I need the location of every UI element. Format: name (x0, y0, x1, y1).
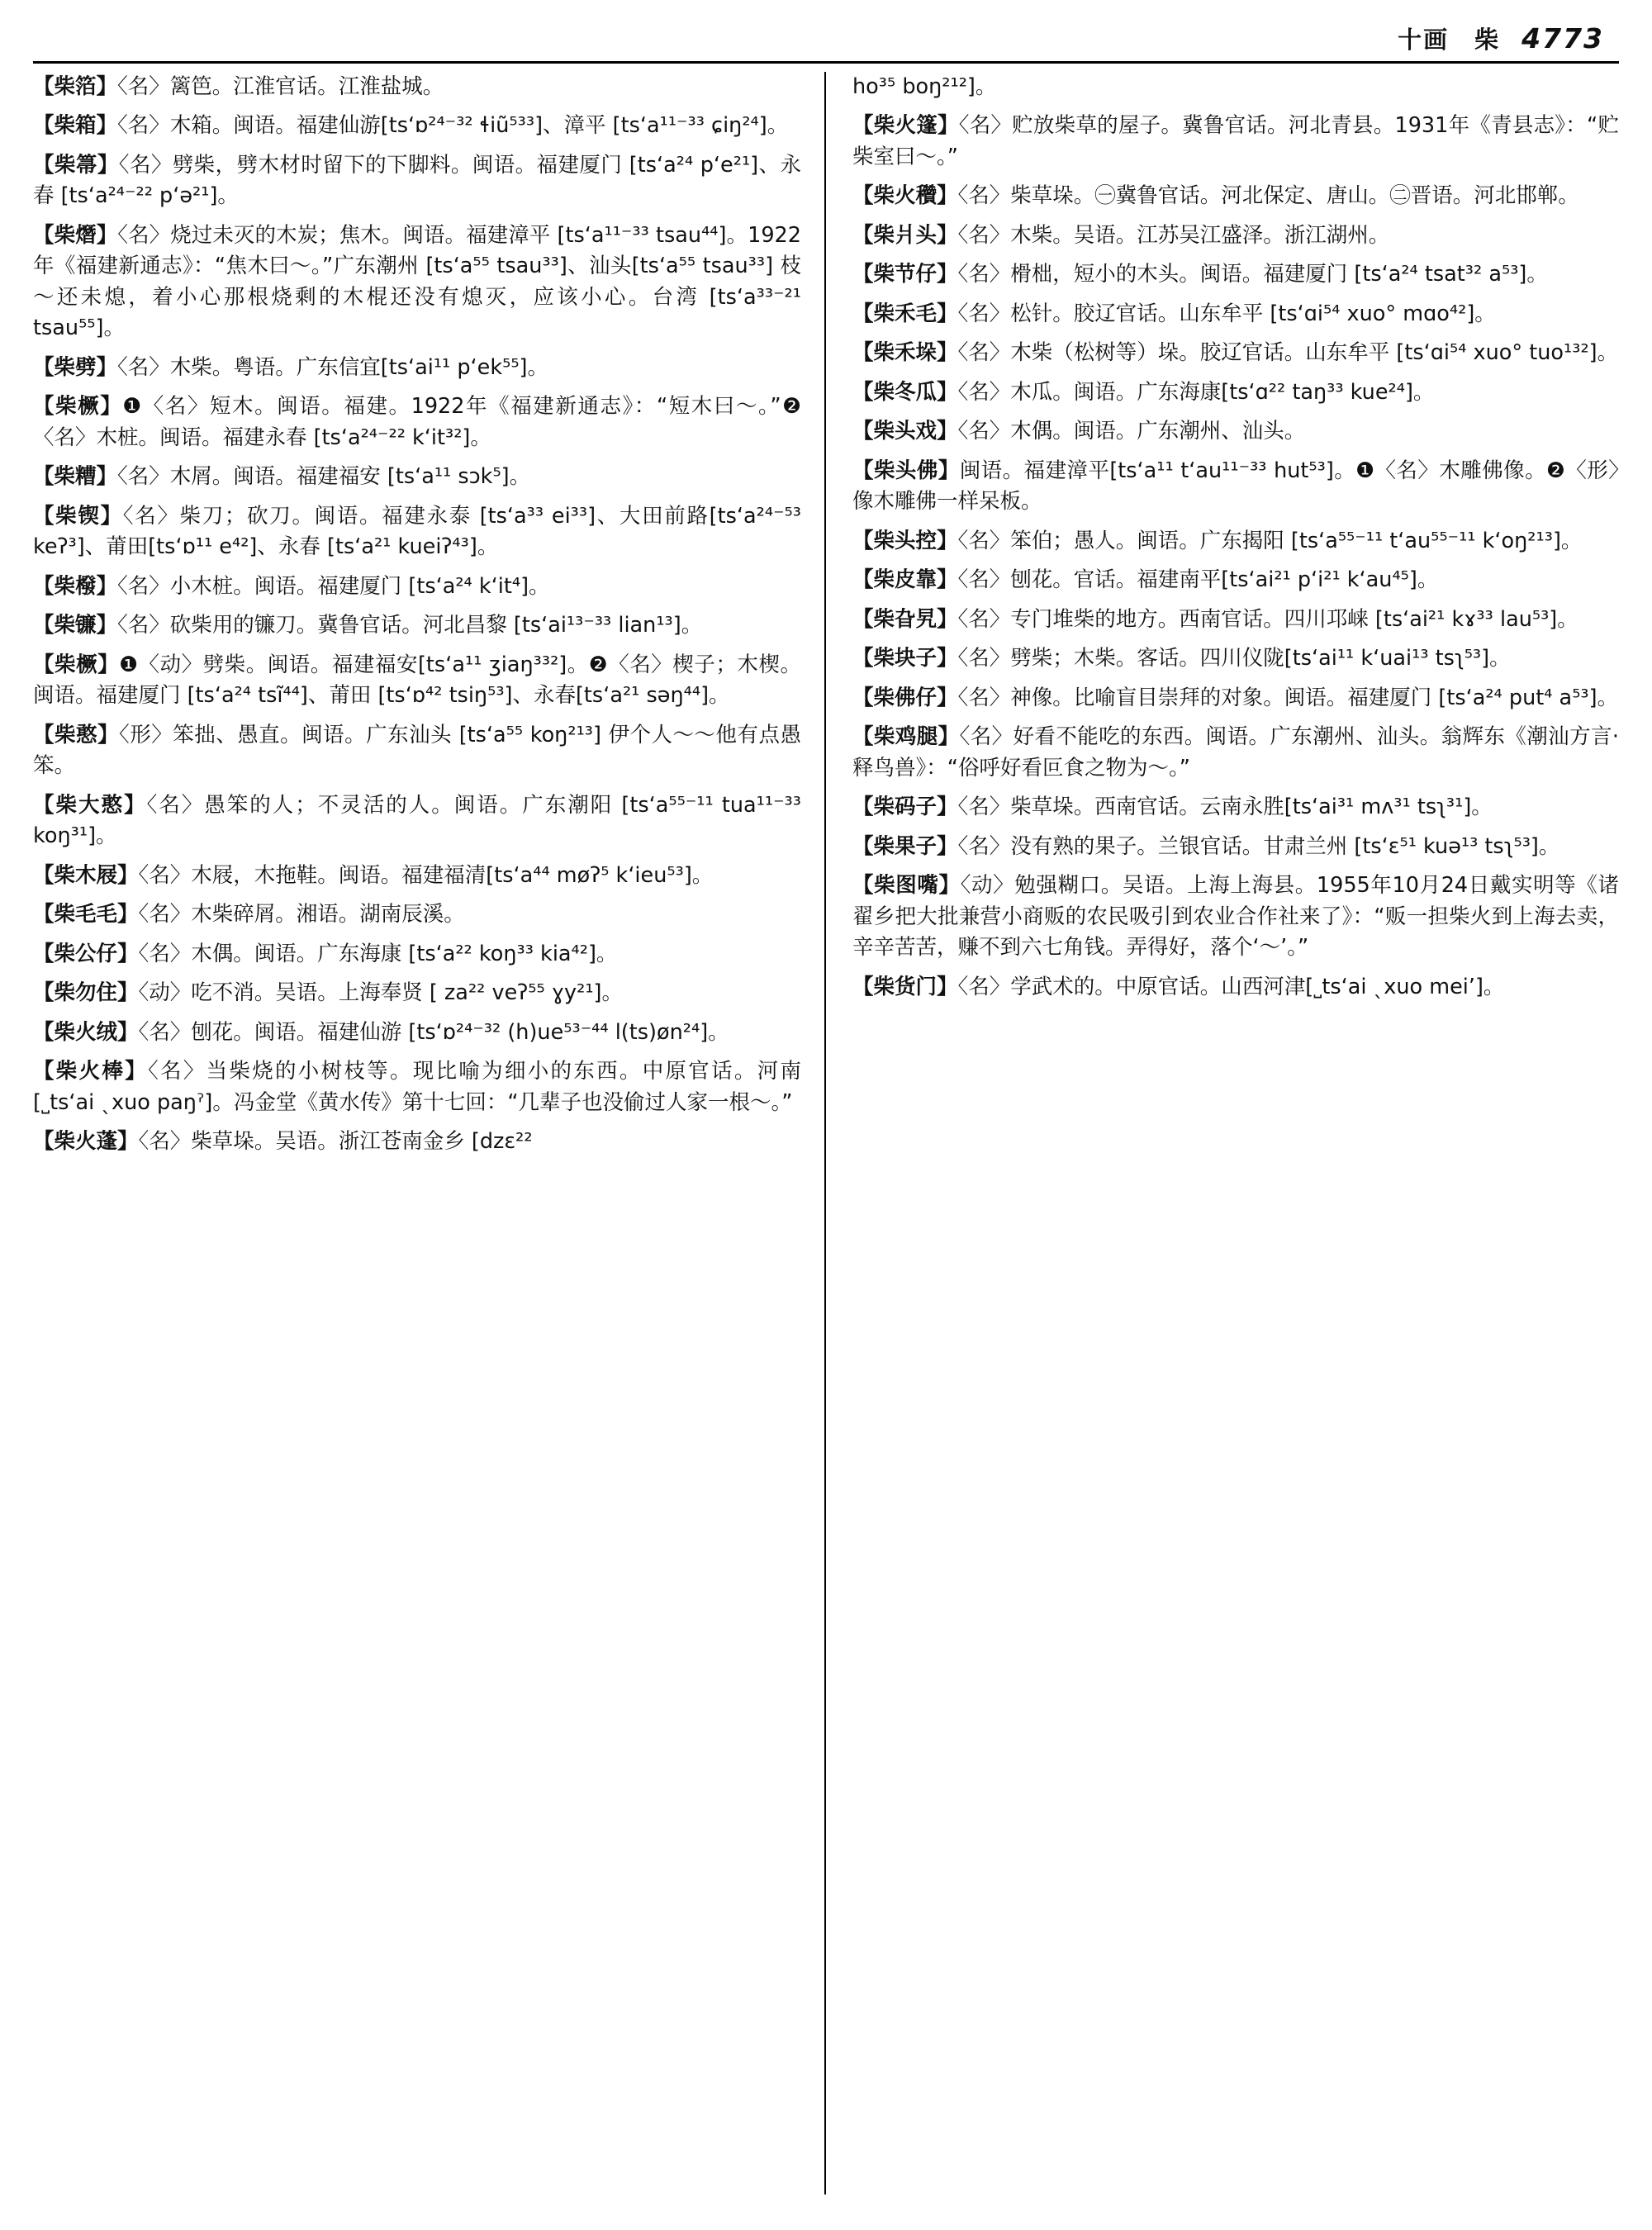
entry-headword: 【柴图嘴】 (852, 873, 961, 899)
entry-body: ❶〈名〉短木。闽语。福建。1922年《福建新通志》：“短木曰～。”❷〈名〉木桩。闽语。福建永春 [ts‘a²⁴⁻²² k‘it³²]。 (33, 394, 801, 450)
entry-body: 〈名〉神像。比喻盲目崇拜的对象。闽语。福建厦门 [ts‘a²⁴ put⁴ a⁵³]。 (957, 685, 1619, 710)
entry-headword: 【柴头控】 (852, 528, 958, 553)
entry-headword: 【柴皮靠】 (852, 567, 958, 593)
entry-headword: 【柴佛仔】 (852, 685, 958, 710)
dictionary-entry (33, 650, 801, 712)
entry-body: 〈名〉木偶。闽语。广东海康 [ts‘a²² koŋ³³ kia⁴²]。 (138, 941, 618, 966)
entry-headword: 【柴火篷】 (852, 113, 959, 139)
dictionary-entry (852, 722, 1619, 784)
entry-body: 〈名〉木屑。闽语。福建福安 [ts‘a¹¹ sɔk⁵]。 (117, 464, 531, 490)
entry-headword: 【柴码子】 (852, 795, 958, 820)
dictionary-entry (33, 1127, 801, 1157)
entry-headword: 【柴锲】 (33, 503, 123, 529)
entry-body: 〈名〉学武术的。中原官话。山西河津[˽ts‘ai ˎxuo mei’]。 (957, 974, 1505, 999)
entry-headword: 【柴木屐】 (33, 862, 139, 888)
dictionary-entry (852, 111, 1619, 173)
dictionary-entry (852, 605, 1619, 635)
entry-headword: 【柴火蓬】 (33, 1129, 139, 1155)
entry-headword: 【柴箔】 (33, 74, 118, 99)
entry-body: 〈名〉没有熟的果子。兰银官话。甘肃兰州 [ts‘ɛ⁵¹ kuə¹³ tsʅ⁵³]。 (957, 833, 1560, 859)
dictionary-entry (33, 720, 801, 782)
entry-headword: 【柴禾垛】 (852, 340, 958, 366)
page-header (33, 21, 1619, 56)
dictionary-entry (852, 299, 1619, 330)
entry-body: 〈名〉木箱。闽语。福建仙游[ts‘ɒ²⁴⁻³² ɬiũ⁵³³]、漳平 [ts‘a¹¹⁻³³ ɕiŋ²⁴]。 (117, 113, 789, 139)
entry-body: 〈名〉木偶。闽语。广东潮州、汕头。 (957, 419, 1306, 444)
entry-body: 〈名〉好看不能吃的东西。闽语。广东潮州、汕头。翁辉东《潮汕方言·释鸟兽》：“俗呼好看叵食之物为～。” (852, 724, 1619, 780)
entry-body: 〈名〉劈柴，劈木材时留下的下脚料。闽语。福建厦门 [ts‘a²⁴ p‘e²¹]、永春 [ts‘a²⁴⁻²² p‘ə²¹]。 (33, 152, 801, 209)
entry-headword: 【柴爿头】 (852, 222, 958, 248)
entry-body: 〈名〉柴草垛。吴语。浙江苍南金乡 [dzɛ²² (138, 1129, 533, 1155)
entry-headword: 【柴禾毛】 (852, 301, 958, 326)
entry-headword: 【柴公仔】 (33, 941, 139, 966)
dictionary-entry (33, 978, 801, 1008)
entry-headword: 【柴橃】 (33, 573, 118, 599)
dictionary-entry (33, 462, 801, 492)
dictionary-entry (33, 861, 801, 891)
entry-headword: 【柴旮旯】 (852, 606, 958, 632)
dictionary-entry (33, 150, 801, 212)
header-rule (33, 61, 1619, 64)
entry-body: 〈名〉木瓜。闽语。广东海康[ts‘ɑ²² taŋ³³ kue²⁴]。 (957, 379, 1435, 405)
entry-body: 〈名〉篱笆。江淮官话。江淮盐城。 (117, 74, 444, 99)
entry-body: 〈名〉刨花。官话。福建南平[ts‘ai²¹ p‘i²¹ k‘au⁴⁵]。 (957, 567, 1439, 593)
entry-headword: 【柴果子】 (852, 833, 958, 859)
dictionary-entry (852, 416, 1619, 447)
entry-headword: 【柴憨】 (33, 722, 119, 747)
entry-body: 〈名〉愚笨的人；不灵活的人。闽语。广东潮阳 [ts‘a⁵⁵⁻¹¹ tua¹¹⁻³³ koŋ³¹]。 (33, 792, 801, 849)
entry-headword: 【柴箱】 (33, 113, 118, 139)
dictionary-entry (852, 832, 1619, 862)
entry-headword: 【柴毛毛】 (33, 902, 139, 928)
entry-headword: 【柴糟】 (33, 464, 118, 490)
entry-headword: 【柴头佛】 (852, 458, 960, 483)
entry-body: 〈动〉勉强糊口。吴语。上海上海县。1955年10月24日戴实明等《诸翟乡把大批兼营小商贩的农民吸引到农业合作社来了》：“贩一担柴火到上海去卖，辛辛苦苦，赚不到六七角钱。弄得好，落个‘～’。” (852, 873, 1619, 961)
dictionary-entry (852, 259, 1619, 290)
dictionary-entry (33, 790, 801, 852)
entry-body: 〈名〉笨伯；愚人。闽语。广东揭阳 [ts‘a⁵⁵⁻¹¹ t‘au⁵⁵⁻¹¹ k‘oŋ²¹³]。 (957, 528, 1583, 553)
entry-body: 〈名〉柴草垛。㊀冀鲁官话。河北保定、唐山。㊁晋语。河北邯郸。 (957, 183, 1579, 209)
entry-body: 〈名〉木柴。粤语。广东信宜[ts‘ai¹¹ p‘ek⁵⁵]。 (117, 354, 549, 380)
dictionary-entry (33, 72, 801, 102)
dictionary-entry (33, 501, 801, 563)
entry-body: ❶〈动〉劈柴。闽语。福建福安[ts‘a¹¹ ʒiaŋ³³²]。❷〈名〉楔子；木楔。闽语。福建厦门 [ts‘a²⁴ tsĩ⁴⁴]、莆田 [ts‘ɒ⁴² tsiŋ⁵³]、永春[ts‘a²¹ səŋ⁴⁴]。 (33, 652, 801, 709)
running-head: 十画 柴 (1398, 26, 1501, 54)
entry-body: 〈名〉刨花。闽语。福建仙游 [ts‘ɒ²⁴⁻³² (h)ue⁵³⁻⁴⁴ l(ts)øn²⁴]。 (138, 1019, 729, 1045)
dictionary-entry (33, 353, 801, 383)
entry-body: 〈名〉砍柴用的镰刀。冀鲁官话。河北昌黎 [ts‘ai¹³⁻³³ lian¹³]。 (117, 613, 703, 638)
dictionary-entry (33, 899, 801, 930)
entry-body: 〈名〉贮放柴草的屋子。冀鲁官话。河北青县。1931年《青县志》：“贮柴室曰～。” (852, 113, 1619, 169)
entry-headword: 【柴火棒】 (33, 1059, 148, 1084)
dictionary-entry (33, 1018, 801, 1048)
dictionary-entry (852, 221, 1619, 251)
dictionary-entry (852, 643, 1619, 674)
entry-headword: 【柴火绒】 (33, 1019, 139, 1045)
entry-body: 闽语。福建漳平[ts‘a¹¹ t‘au¹¹⁻³³ hut⁵³]。❶〈名〉木雕佛像。❷〈形〉像木雕佛一样呆板。 (852, 458, 1619, 515)
entry-headword: 【柴鸡腿】 (852, 724, 960, 750)
dictionary-entry-continued (852, 72, 1619, 102)
entry-headword: 【柴冬瓜】 (852, 379, 958, 405)
entry-headword: 【柴大憨】 (33, 792, 147, 818)
entry-headword: 【柴箒】 (33, 152, 119, 178)
right-column (826, 72, 1619, 2194)
entry-body: 〈名〉木柴碎屑。湘语。湖南辰溪。 (138, 902, 465, 928)
entry-body: 〈名〉小木桩。闽语。福建厦门 [ts‘a²⁴ k‘it⁴]。 (117, 573, 550, 599)
entry-body: 〈名〉榾柮，短小的木头。闽语。福建厦门 [ts‘a²⁴ tsat³² a⁵³]。 (957, 262, 1548, 287)
dictionary-entry (33, 221, 801, 344)
entry-body: 〈形〉笨拙、愚直。闽语。广东汕头 [ts‘a⁵⁵ koŋ²¹³] 伊个人～～他有点愚笨。 (33, 722, 801, 779)
entry-body: 〈名〉专门堆柴的地方。西南官话。四川邛崃 [ts‘ai²¹ kɤ³³ lau⁵³]。 (957, 606, 1578, 632)
dictionary-entry (852, 792, 1619, 823)
dictionary-entry (33, 939, 801, 970)
dictionary-entry (33, 111, 801, 141)
entry-body: 〈名〉柴草垛。西南官话。云南永胜[ts‘ai³¹ mʌ³¹ tsʅ³¹]。 (957, 795, 1493, 820)
page-number: 4773 (1521, 22, 1604, 55)
entry-body: 〈名〉劈柴；木柴。客话。四川仪陇[ts‘ai¹¹ k‘uai¹³ tsʅ⁵³]。 (957, 646, 1511, 671)
entry-headword: 【柴火穳】 (852, 183, 958, 209)
dictionary-entry (852, 565, 1619, 595)
entry-headword: 【柴镰】 (33, 613, 118, 638)
dictionary-entry (852, 683, 1619, 714)
dictionary-entry (33, 391, 801, 453)
dictionary-entry (852, 338, 1619, 368)
dictionary-entry (33, 1056, 801, 1118)
entry-headword: 【柴橛】 (33, 394, 123, 420)
left-column (33, 72, 826, 2194)
entry-headword: 【柴劈】 (33, 354, 118, 380)
entry-body: 〈名〉木柴。吴语。江苏吴江盛泽。浙江湖州。 (957, 222, 1390, 248)
entry-body: 〈名〉木屐，木拖鞋。闽语。福建福清[ts‘a⁴⁴ møʔ⁵ k‘ieu⁵³]。 (138, 862, 714, 888)
dictionary-entry (852, 181, 1619, 211)
entry-headword: 【柴节仔】 (852, 262, 958, 287)
entry-body: 〈名〉松针。胶辽官话。山东牟平 [ts‘ɑi⁵⁴ xuo° mɑo⁴²]。 (957, 301, 1496, 326)
entry-body: ho³⁵ boŋ²¹²]。 (852, 74, 997, 99)
dictionary-entry (852, 456, 1619, 518)
dictionary-entry (33, 572, 801, 602)
entry-headword: 【柴块子】 (852, 646, 958, 671)
entry-headword: 【柴头戏】 (852, 419, 958, 444)
dictionary-entry (852, 871, 1619, 963)
entry-body: 〈名〉木柴（松树等）垛。胶辽官话。山东牟平 [ts‘ɑi⁵⁴ xuo° tuo¹³²]。 (957, 340, 1619, 366)
entry-body: 〈名〉柴刀；砍刀。闽语。福建永泰 [ts‘a³³ ei³³]、大田前路[ts‘a²⁴⁻⁵³ keʔ³]、莆田[ts‘ɒ¹¹ e⁴²]、永春 [ts‘a²¹ kueiʔ⁴³]。 (33, 503, 801, 560)
entry-headword: 【柴勿住】 (33, 980, 139, 1006)
entry-body: 〈名〉烧过未灭的木炭；焦木。闽语。福建漳平 [ts‘a¹¹⁻³³ tsau⁴⁴]。1922年《福建新通志》：“焦木曰～。”广东潮州 [ts‘a⁵⁵ tsau³³]、汕头[ts‘a⁵⁵ tsau³³] 枝～还未熄，着小心那根烧剩的木棍还没有熄灭，应该小心。台湾 [ts‘a³³⁻²¹ tsau⁵⁵]。 (33, 222, 801, 341)
column-container (33, 72, 1619, 2194)
entry-body: 〈动〉吃不消。吴语。上海奉贤 [ za²² veʔ⁵⁵ ɣy²¹]。 (138, 980, 624, 1006)
entry-body: 〈名〉当柴烧的小树枝等。现比喻为细小的东西。中原官话。河南 [˽ts‘ai ˎxuo paŋˀ]。冯金堂《黄水传》第十七回：“几辈子也没偷过人家一根～。” (33, 1059, 801, 1115)
dictionary-entry (852, 526, 1619, 557)
entry-headword: 【柴货门】 (852, 974, 958, 999)
entry-headword: 【柴橛】 (33, 652, 120, 677)
entry-headword: 【柴熸】 (33, 222, 118, 248)
dictionary-entry (33, 610, 801, 641)
dictionary-entry (852, 972, 1619, 1003)
dictionary-entry (852, 377, 1619, 408)
